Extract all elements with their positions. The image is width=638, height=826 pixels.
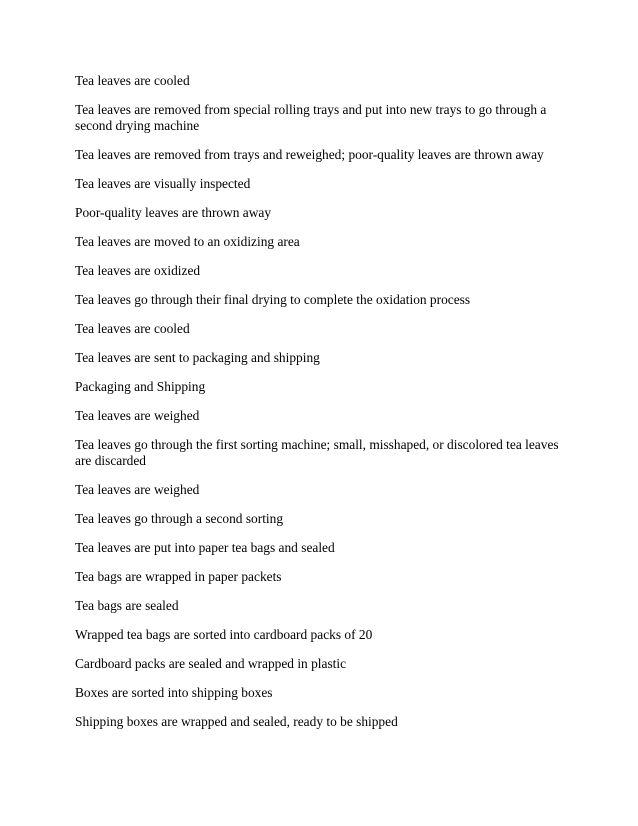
paragraph: Tea bags are wrapped in paper packets bbox=[75, 569, 282, 584]
paragraph: Shipping boxes are wrapped and sealed, ready to be shipped bbox=[75, 714, 398, 729]
paragraph: Tea leaves are moved to an oxidizing area bbox=[75, 234, 300, 249]
paragraph: Tea leaves are removed from trays and reweighed; poor-quality leaves are thrown away bbox=[75, 147, 544, 162]
paragraph: Tea leaves are sent to packaging and shipping bbox=[75, 350, 320, 365]
paragraph: Cardboard packs are sealed and wrapped in plastic bbox=[75, 656, 347, 671]
paragraph-list bbox=[75, 73, 578, 730]
paragraph: Tea leaves are cooled bbox=[75, 321, 190, 336]
paragraph: Tea leaves go through the first sorting machine; small, misshaped, or discolored tea leaves are discarded bbox=[75, 437, 559, 468]
paragraph: Tea leaves are removed from special rolling trays and put into new trays to go through a second drying machine bbox=[75, 102, 547, 133]
paragraph: Poor-quality leaves are thrown away bbox=[75, 205, 272, 220]
paragraph: Tea leaves are cooled bbox=[75, 73, 190, 88]
paragraph: Tea leaves are weighed bbox=[75, 482, 200, 497]
paragraph: Tea leaves are put into paper tea bags and sealed bbox=[75, 540, 335, 555]
paragraph: Tea leaves are weighed bbox=[75, 408, 200, 423]
paragraph: Tea leaves go through a second sorting bbox=[75, 511, 284, 526]
paragraph: Boxes are sorted into shipping boxes bbox=[75, 685, 273, 700]
section-heading: Packaging and Shipping bbox=[75, 379, 206, 394]
paragraph: Tea leaves go through their final drying to complete the oxidation process bbox=[75, 292, 471, 307]
paragraph: Tea leaves are oxidized bbox=[75, 263, 201, 278]
paragraph: Tea leaves are visually inspected bbox=[75, 176, 251, 191]
paragraph: Wrapped tea bags are sorted into cardboard packs of 20 bbox=[75, 627, 373, 642]
paragraph: Tea bags are sealed bbox=[75, 598, 179, 613]
